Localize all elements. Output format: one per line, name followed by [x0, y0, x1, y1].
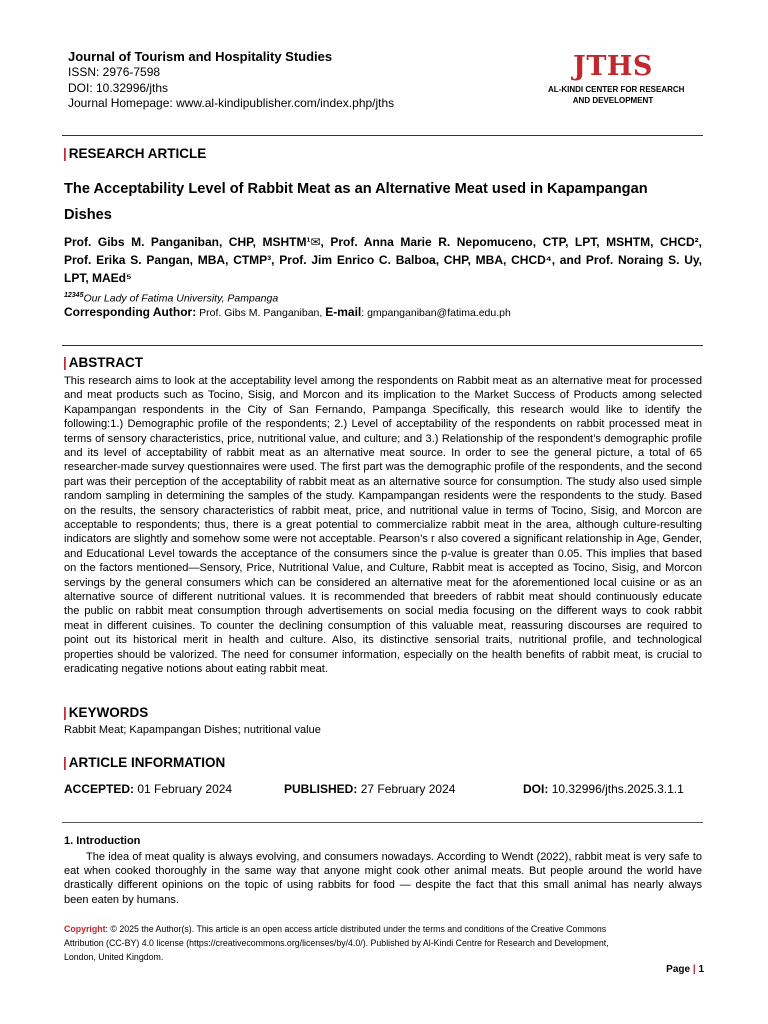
article-doi	[523, 781, 684, 797]
abstract-line: following:1.) Demographic profile of the respondents; 2.) Level of acceptability of the respondents on rabbit processed meat in	[64, 418, 702, 431]
abstract-line: alternative source of different nutritional values. It is recommended that breeders of rabbit meat should continuously educate	[64, 591, 702, 603]
affiliation	[64, 289, 278, 306]
abstract-line: meat in different cuisines. To counter the declining consumption of this valuable meat, reassuring discourses are required to	[64, 619, 702, 632]
abstract-heading: | ABSTRACT	[63, 355, 144, 370]
publisher-name-line2: AND DEVELOPMENT	[572, 96, 654, 105]
corresponding-name: Prof. Gibs M. Panganiban,	[199, 307, 323, 319]
journal-header	[68, 48, 394, 112]
abstract-line: and Educational Level towards the acceptance of the consumers since the p-value is greater than 0.05. This implies that based	[64, 547, 702, 560]
abstract-line: point out its historical merit in health and culture. Also, its distinctive sensorial traits, nutritional profile, and technological	[64, 634, 702, 647]
abstract-line: the public on rabbit meat consumption through advertisements on social media focusing on the different ways to cook rabbit	[64, 605, 702, 618]
header-divider	[62, 135, 703, 136]
article-info-heading: | ARTICLE INFORMATION	[63, 755, 226, 770]
keywords-text: Rabbit Meat; Kapampangan Dishes; nutritional value	[64, 724, 321, 736]
abstract-line: acceptable to respondents; thus, there is a great potential to commercialize rabbit meat in the area, although culture-resulting	[64, 519, 702, 531]
abstract-line: researcher-made survey questionnaires were used. The first part was the demographic profile of the respondents, and the second	[64, 461, 702, 474]
intro-line: The idea of meat quality is always evolving, and consumers nowadays. According to Wendt (2022), rabbit meat is very safe to	[86, 851, 702, 863]
page-label: Page	[666, 964, 691, 975]
journal-title: Journal of Tourism and Hospitality Studies	[68, 49, 333, 64]
copyright-text-1: : © 2025 the Author(s). This article is an open access article distributed under the terms and conditions of the Creative Commons	[105, 924, 607, 934]
doi-value[interactable]: 10.32996/jths.2025.3.1.1	[551, 782, 684, 796]
copyright-line-1	[64, 922, 704, 936]
abstract-line: This research aims to look at the acceptability level among the respondents on Rabbit meat as an alternative meat for processed	[64, 375, 702, 387]
abstract-line: indicators are slightly and somehow some were not acceptable. Pearson’s r also covered a significant relationship in Age, Gender,	[64, 533, 702, 546]
article-type-label: RESEARCH ARTICLE	[68, 146, 207, 161]
affiliation-superscript: 12345	[64, 292, 84, 299]
affiliation-text: Our Lady of Fatima University, Pampanga	[83, 292, 279, 305]
abstract-heading-label: ABSTRACT	[68, 355, 144, 370]
author-line-1: Prof. Gibs M. Panganiban, CHP, MSHTM¹✉, Prof. Anna Marie R. Nepomuceno, CTP, LPT, MSHTM, CHCD²,	[64, 235, 702, 249]
published-date	[284, 781, 455, 797]
abstract-line: part was their perception of the acceptability of rabbit meat as an alternative source for consumption. The study also used simple	[64, 475, 702, 488]
accepted-date	[64, 781, 232, 797]
copyright-line-2: Attribution (CC-BY) 4.0 license (https://creativecommons.org/licenses/by/4.0/). Published by Al-Kindi Centre for Research and Development,	[64, 938, 609, 949]
abstract-line: on the results, the sensory characteristics of rabbit meat, price, and nutritional value in terms of Tocino, Sisig, and Morcon are	[64, 504, 702, 517]
article-title-line2: Dishes	[64, 207, 112, 223]
journal-homepage[interactable]: Journal Homepage: www.al-kindipublisher.com/index.php/jths	[68, 96, 395, 110]
abstract-line: and its level of acceptability of rabbit meat as an alternative meat source. In order to see the general picture, a total of 65	[64, 447, 702, 459]
article-info-divider	[62, 822, 703, 823]
abstract-line: eradicating negative notions about eating rabbit meat.	[64, 663, 328, 675]
abstract-line: and meat products such as Tocino, Sisig, and Morcon and its implication to the Market Success of Products among selected	[64, 389, 702, 402]
abstract-top-divider	[62, 345, 703, 346]
doi-label: DOI:	[523, 782, 549, 796]
page-separator: |	[692, 964, 696, 975]
publisher-logo	[548, 50, 685, 106]
corresponding-label: Corresponding Author:	[64, 305, 197, 319]
corresponding-author	[64, 305, 511, 320]
author-line-2: Prof. Erika S. Pangan, MBA, CTMP³, Prof. Jim Enrico C. Balboa, CHP, MBA, CHCD⁴, and Prof. Noraing S. Uy,	[64, 253, 702, 267]
email-label: E-mail	[325, 305, 362, 319]
author-line-3: LPT, MAEd⁵	[64, 271, 132, 285]
abstract-line: terms of sensory characteristics, price, nutritional value, and culture; and 3.) Relationship of the respondent’s demographic profile	[64, 432, 702, 445]
page-number: 1	[698, 964, 704, 975]
corresponding-email[interactable]: : gmpanganiban@fatima.edu.ph	[361, 307, 511, 319]
page-footer	[640, 963, 704, 977]
copyright-line-3: London, United Kingdom.	[64, 952, 164, 963]
published-label: PUBLISHED:	[284, 782, 358, 796]
accepted-value: 01 February 2024	[137, 782, 233, 796]
abstract-line: Kapampangan respondents in the City of San Fernando, Pampanga Specifically, this research would like to identify the	[64, 403, 702, 416]
keywords-heading: | KEYWORDS	[63, 705, 149, 720]
intro-line: drastically different opinions on the topic of using rabbits for food — despite the fact that this small animal has nearly always	[64, 879, 702, 892]
abstract-line: on the factors mentioned—Sensory, Price, Nutritional Value, and Culture, Rabbit meat is accepted as Tocino, Sisig, and Morcon	[64, 562, 702, 575]
journal-issn: ISSN: 2976-7598	[68, 65, 161, 79]
abstract-line: random sampling in determining the samples of the study. Kampampangan residents were the respondents to the study. Based	[64, 490, 702, 503]
abstract-line: servings by the general consumers which can be considered an alternative meat for the aforementioned local cuisine or as an	[64, 576, 702, 589]
intro-line: been eaten by humans.	[64, 893, 179, 906]
published-value: 27 February 2024	[360, 782, 456, 796]
copyright-label: Copyright	[64, 924, 106, 934]
article-title-line1: The Acceptability Level of Rabbit Meat as an Alternative Meat used in Kapampangan	[64, 181, 648, 197]
publisher-name-line1: AL-KINDI CENTER FOR RESEARCH	[548, 85, 685, 94]
journal-doi: DOI: 10.32996/jths	[68, 80, 169, 95]
logo-text: JTHS	[573, 51, 653, 82]
article-title	[64, 176, 704, 228]
article-type: | RESEARCH ARTICLE	[63, 146, 207, 161]
accepted-label: ACCEPTED:	[64, 782, 135, 796]
abstract-line: properties should be valorized. The need for consumer information, especially on the health benefits of rabbit meat, is crucial to	[64, 648, 702, 661]
intro-line: eat when cooked thoroughly in the same way that anyone might cook other animal meats. But people around the world have	[64, 865, 702, 878]
article-info-heading-label: ARTICLE INFORMATION	[68, 755, 226, 770]
keywords-heading-label: KEYWORDS	[68, 705, 149, 720]
intro-heading: 1. Introduction	[64, 835, 141, 847]
